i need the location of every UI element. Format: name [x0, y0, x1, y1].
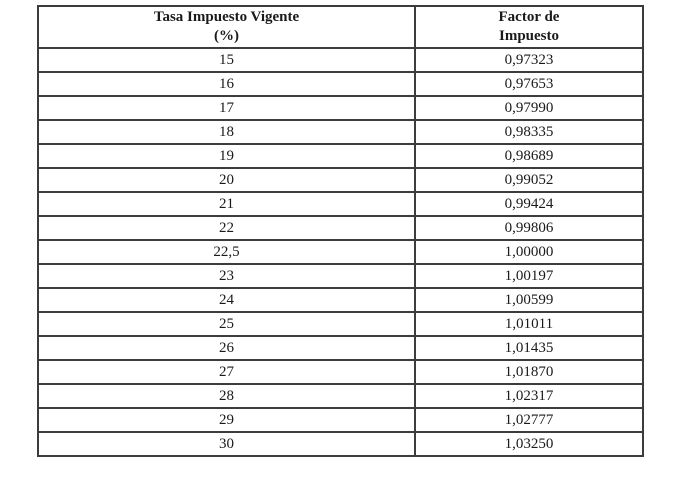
table-row [38, 72, 643, 96]
factor-impuesto-cell: 0,97990 [415, 96, 643, 120]
factor-impuesto-cell: 0,98335 [415, 120, 643, 144]
col-header-tasa-line2: (%) [214, 28, 239, 44]
table-row [38, 408, 643, 432]
tasa-impuesto-cell: 15 [38, 48, 415, 72]
factor-impuesto-cell: 1,03250 [415, 432, 643, 456]
col-header-factor-impuesto [415, 6, 643, 48]
factor-impuesto-cell: 1,00197 [415, 264, 643, 288]
factor-impuesto-cell: 0,97653 [415, 72, 643, 96]
header-row [38, 6, 643, 48]
table-row [38, 336, 643, 360]
tasa-impuesto-cell: 21 [38, 192, 415, 216]
tasa-impuesto-cell: 23 [38, 264, 415, 288]
table-row [38, 312, 643, 336]
table-row [38, 120, 643, 144]
factor-impuesto-cell: 0,98689 [415, 144, 643, 168]
tasa-impuesto-cell: 30 [38, 432, 415, 456]
factor-impuesto-cell: 1,00599 [415, 288, 643, 312]
table-row [38, 168, 643, 192]
table-row [38, 432, 643, 456]
table-row [38, 96, 643, 120]
table-body [38, 48, 643, 456]
table-row [38, 144, 643, 168]
table-row [38, 48, 643, 72]
table-row [38, 360, 643, 384]
tasa-impuesto-cell: 18 [38, 120, 415, 144]
tasa-impuesto-cell: 19 [38, 144, 415, 168]
tax-factor-table-container [37, 5, 644, 457]
table-row [38, 240, 643, 264]
factor-impuesto-cell: 1,00000 [415, 240, 643, 264]
factor-impuesto-cell: 1,01435 [415, 336, 643, 360]
table-row [38, 264, 643, 288]
tasa-impuesto-cell: 24 [38, 288, 415, 312]
factor-impuesto-cell: 1,01870 [415, 360, 643, 384]
factor-impuesto-cell: 0,97323 [415, 48, 643, 72]
table-header [38, 6, 643, 48]
tax-factor-table [37, 5, 644, 457]
table-row [38, 384, 643, 408]
factor-impuesto-cell: 1,01011 [415, 312, 643, 336]
tasa-impuesto-cell: 22 [38, 216, 415, 240]
tasa-impuesto-cell: 25 [38, 312, 415, 336]
tasa-impuesto-cell: 20 [38, 168, 415, 192]
factor-impuesto-cell: 1,02317 [415, 384, 643, 408]
factor-impuesto-cell: 0,99806 [415, 216, 643, 240]
col-header-factor-line1: Factor de [498, 9, 560, 26]
factor-impuesto-cell: 0,99424 [415, 192, 643, 216]
tasa-impuesto-cell: 26 [38, 336, 415, 360]
tasa-impuesto-cell: 29 [38, 408, 415, 432]
tasa-impuesto-cell: 16 [38, 72, 415, 96]
col-header-factor-line2: Impuesto [498, 28, 559, 44]
table-row [38, 288, 643, 312]
factor-impuesto-cell: 1,02777 [415, 408, 643, 432]
table-row [38, 216, 643, 240]
table-row [38, 192, 643, 216]
col-header-tasa-impuesto [38, 6, 415, 48]
tasa-impuesto-cell: 22,5 [38, 240, 415, 264]
tasa-impuesto-cell: 17 [38, 96, 415, 120]
col-header-tasa-line1: Tasa Impuesto Vigente [153, 9, 300, 26]
tasa-impuesto-cell: 28 [38, 384, 415, 408]
factor-impuesto-cell: 0,99052 [415, 168, 643, 192]
tasa-impuesto-cell: 27 [38, 360, 415, 384]
